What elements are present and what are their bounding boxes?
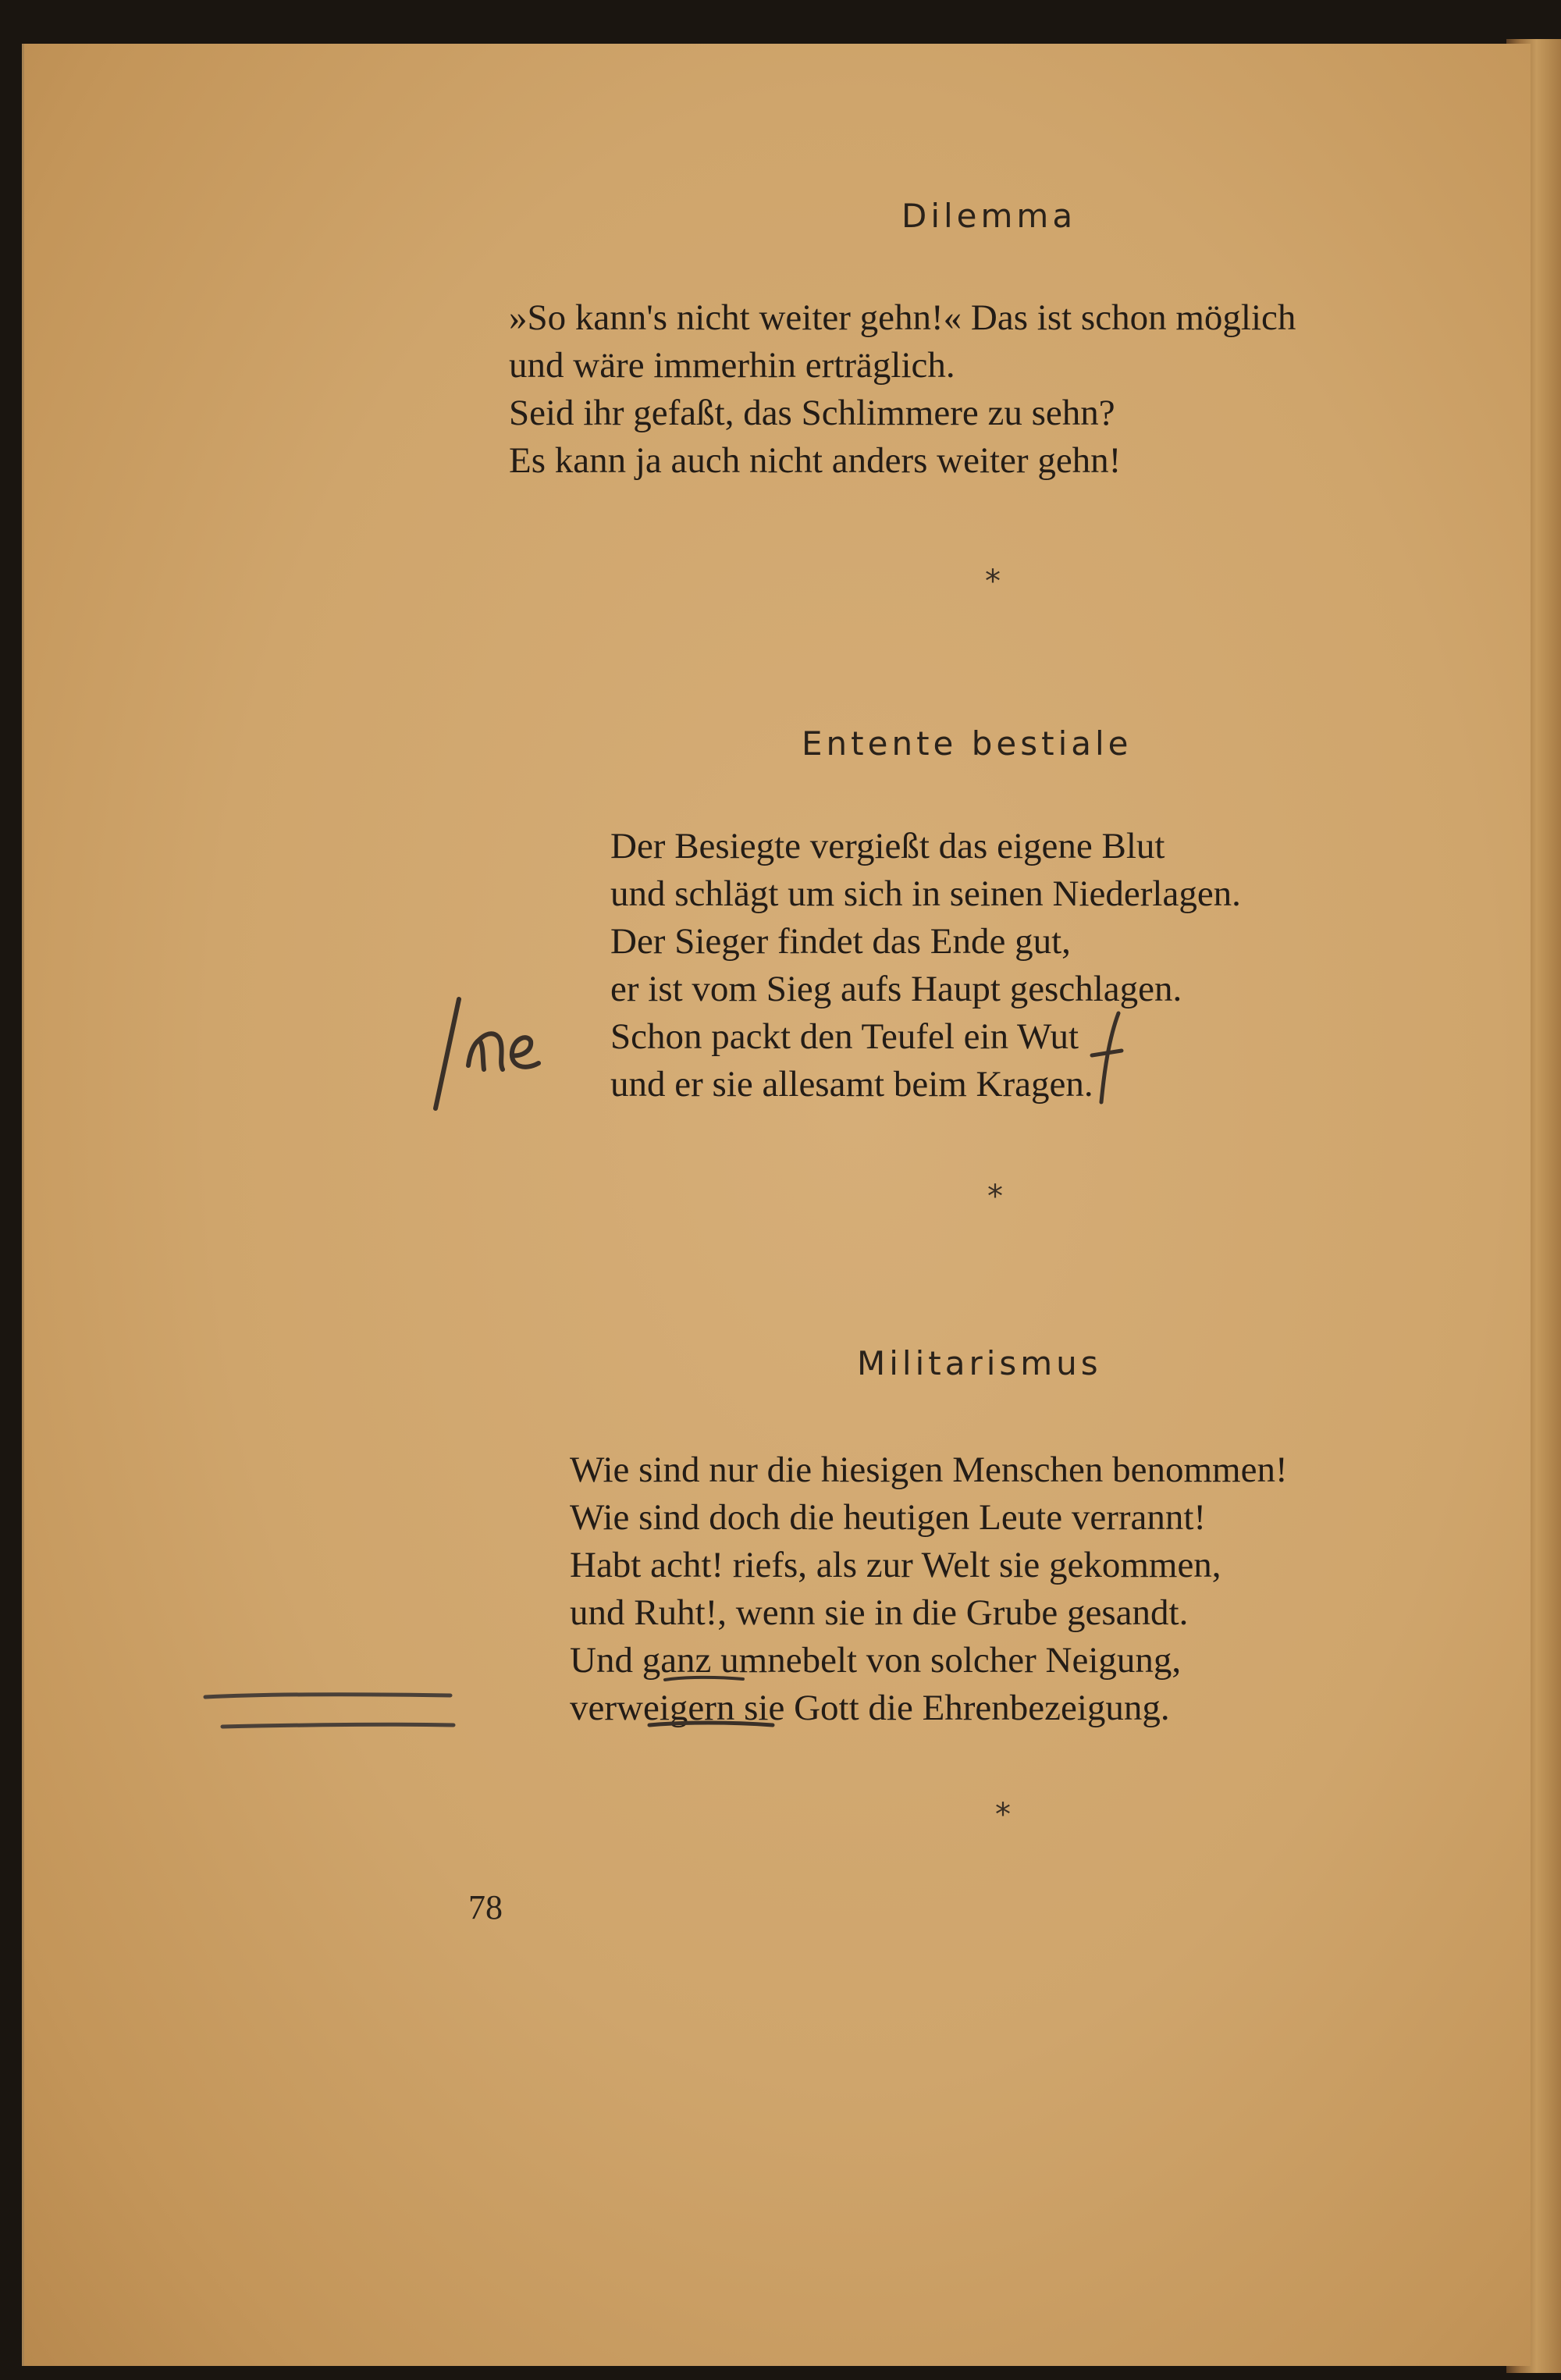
- section-separator: *: [995, 1797, 1011, 1833]
- poem-line: und Ruht!, wenn sie in die Grube gesandt.: [570, 1592, 1189, 1633]
- poem-line: Und ganz umnebelt von solcher Neigung,: [570, 1640, 1182, 1681]
- poem-line: Es kann ja auch nicht anders weiter gehn!: [509, 440, 1122, 481]
- poem-line: und wäre immerhin erträglich.: [509, 345, 955, 386]
- section-separator: *: [985, 564, 1001, 599]
- poem-line: Der Sieger findet das Ende gut,: [610, 921, 1071, 962]
- poem-line: Seid ihr gefaßt, das Schlimmere zu sehn?: [509, 393, 1115, 433]
- poem-title-dilemma: Dilemma: [901, 197, 1077, 235]
- poem-title-militarismus: Militarismus: [857, 1344, 1102, 1382]
- pencil-underline-weigern: [645, 1716, 777, 1734]
- poem-title-entente-bestiale: Entente bestiale: [802, 724, 1133, 763]
- poem-line: Habt acht! riefs, als zur Welt sie gekommen,: [570, 1545, 1221, 1585]
- poem-line: Der Besiegte vergießt das eigene Blut: [610, 826, 1165, 866]
- section-separator: *: [987, 1179, 1003, 1215]
- pencil-underline-ganz: [662, 1672, 748, 1688]
- handwritten-margin-note: [421, 991, 578, 1116]
- poem-line: Wie sind doch die heutigen Leute verrannt!: [570, 1497, 1207, 1538]
- pencil-margin-lines: [199, 1678, 464, 1741]
- poem-body-entente-bestiale: [610, 823, 1241, 1108]
- poem-body-militarismus: [570, 1446, 1288, 1732]
- poem-line: er ist vom Sieg aufs Haupt geschlagen.: [610, 969, 1182, 1009]
- poem-line: verweigern sie Gott die Ehrenbezeigung.: [570, 1688, 1170, 1728]
- poem-line: und er sie allesamt beim Kragen.: [610, 1064, 1093, 1105]
- poem-line: Wie sind nur die hiesigen Menschen benommen!: [570, 1450, 1288, 1490]
- poem-line: »So kann's nicht weiter gehn!« Das ist schon möglich: [509, 297, 1296, 338]
- page-number: 78: [468, 1888, 503, 1926]
- handwritten-insertion-mark: [1087, 1007, 1134, 1108]
- poem-body-dilemma: [509, 294, 1296, 485]
- poem-line: Schon packt den Teufel ein Wut: [610, 1016, 1079, 1057]
- poem-line: und schlägt um sich in seinen Niederlagen.: [610, 873, 1241, 914]
